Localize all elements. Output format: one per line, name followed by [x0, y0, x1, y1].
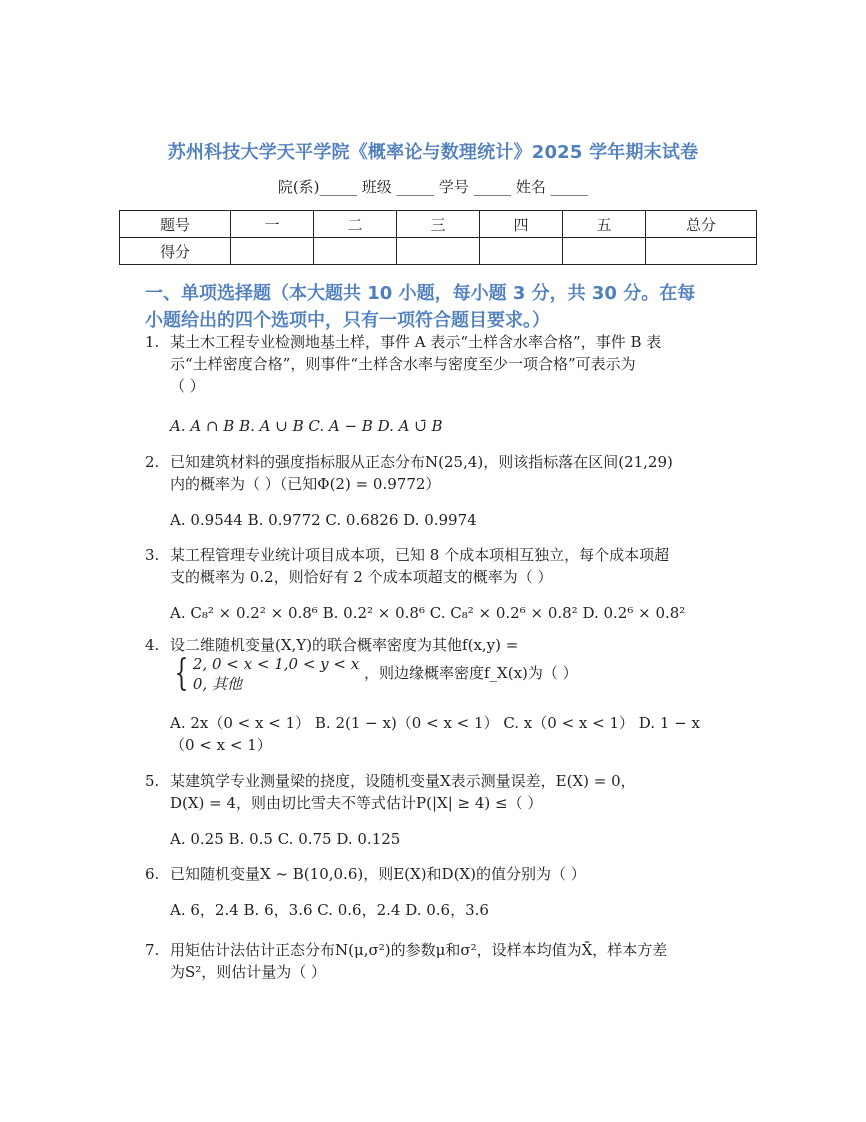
question-text: 内的概率为（ ）（已知Φ(2) = 0.9772） — [170, 475, 441, 493]
question-text: 某土木工程专业检测地基土样，事件 A 表示“土样含水率合格”，事件 B 表 — [170, 333, 662, 351]
score-cell[interactable] — [480, 238, 563, 265]
score-table-score-row — [120, 238, 757, 265]
score-cell[interactable] — [646, 238, 757, 265]
question-2 — [145, 451, 745, 495]
question-text: 设二维随机变量(X,Y)的联合概率密度为其他f(x,y) = — [170, 636, 519, 654]
header-cell: 题号 — [120, 211, 231, 238]
header-cell: 四 — [480, 211, 563, 238]
header-cell: 二 — [314, 211, 397, 238]
question-3-options: A. C₈² × 0.2² × 0.8⁶ B. 0.2² × 0.8⁶ C. C₈² × 0.2⁶ × 0.8² D. 0.2⁶ × 0.8² — [170, 604, 686, 622]
question-number: 7. — [145, 941, 160, 959]
question-text: （ ） — [170, 377, 205, 395]
question-text: 支的概率为 0.2，则恰好有 2 个成本项超支的概率为（ ） — [170, 568, 553, 586]
question-6 — [145, 863, 745, 885]
question-text: 为S²，则估计量为（ ） — [170, 963, 327, 981]
section-heading-line: 小题给出的四个选项中，只有一项符合题目要求。） — [145, 310, 550, 331]
header-cell: 五 — [563, 211, 646, 238]
score-cell[interactable] — [231, 238, 314, 265]
question-text: 已知随机变量X ~ B(10,0.6)，则E(X)和D(X)的值分别为（ ） — [170, 865, 586, 883]
question-text: ，则边缘概率密度f_X(x)为（ ） — [363, 664, 578, 682]
header-cell: 总分 — [646, 211, 757, 238]
score-cell[interactable] — [397, 238, 480, 265]
section-heading-line: 一、单项选择题（本大题共 10 小题，每小题 3 分，共 30 分。在每 — [145, 283, 696, 304]
question-number: 1. — [145, 333, 160, 351]
question-5-options: A. 0.25 B. 0.5 C. 0.75 D. 0.125 — [170, 830, 401, 848]
question-number: 5. — [145, 772, 160, 790]
question-6-options: A. 6，2.4 B. 6，3.6 C. 0.6，2.4 D. 0.6，3.6 — [170, 901, 489, 919]
question-number: 6. — [145, 865, 160, 883]
brace-symbol: { — [174, 653, 189, 694]
question-4 — [145, 634, 745, 694]
options-line: A. 2x（0 < x < 1） B. 2(1 − x)（0 < x < 1） C. x（0 < x < 1） D. 1 − x — [170, 714, 700, 732]
score-table-header-row — [120, 211, 757, 238]
header-cell: 三 — [397, 211, 480, 238]
question-1-options: A. A ∩ B B. A ∪ B C. A − B D. A ∪̄ B — [170, 417, 443, 435]
question-text: 已知建筑材料的强度指标服从正态分布N(25,4)，则该指标落在区间(21,29) — [170, 453, 673, 471]
question-text: 示“土样密度合格”，则事件“土样含水率与密度至少一项合格”可表示为 — [170, 355, 636, 373]
question-text: 某建筑学专业测量梁的挠度，设随机变量X表示测量误差，E(X) = 0， — [170, 772, 636, 790]
score-cell[interactable] — [314, 238, 397, 265]
options-line: （0 < x < 1） — [170, 736, 272, 754]
exam-title: 苏州科技大学天平学院《概率论与数理统计》2025 学年期末试卷 — [167, 142, 699, 163]
case-row: 0, 其他 — [192, 675, 242, 693]
row-label: 得分 — [120, 238, 231, 265]
question-4-options — [170, 712, 700, 756]
piecewise-function — [170, 654, 359, 694]
question-text: 某工程管理专业统计项目成本项，已知 8 个成本项相互独立，每个成本项超 — [170, 546, 670, 564]
header-cell: 一 — [231, 211, 314, 238]
question-number: 3. — [145, 546, 160, 564]
question-3 — [145, 544, 745, 588]
score-cell[interactable] — [563, 238, 646, 265]
question-5 — [145, 770, 745, 814]
student-info-fields: 院(系)_____ 班级 _____ 学号 _____ 姓名 _____ — [277, 178, 589, 196]
question-number: 2. — [145, 453, 160, 471]
question-text: D(X) = 4，则由切比雪夫不等式估计P(|X| ≥ 4) ≤（ ） — [170, 794, 543, 812]
question-1 — [145, 331, 745, 397]
question-number: 4. — [145, 636, 160, 654]
score-table — [119, 210, 757, 265]
question-2-options: A. 0.9544 B. 0.9772 C. 0.6826 D. 0.9974 — [170, 511, 477, 529]
section-heading — [145, 280, 745, 334]
question-7 — [145, 939, 745, 983]
question-text: 用矩估计法估计正态分布N(μ,σ²)的参数μ和σ²，设样本均值为X̄，样本方差 — [170, 941, 668, 959]
case-row: 2, 0 < x < 1,0 < y < x — [192, 655, 360, 673]
